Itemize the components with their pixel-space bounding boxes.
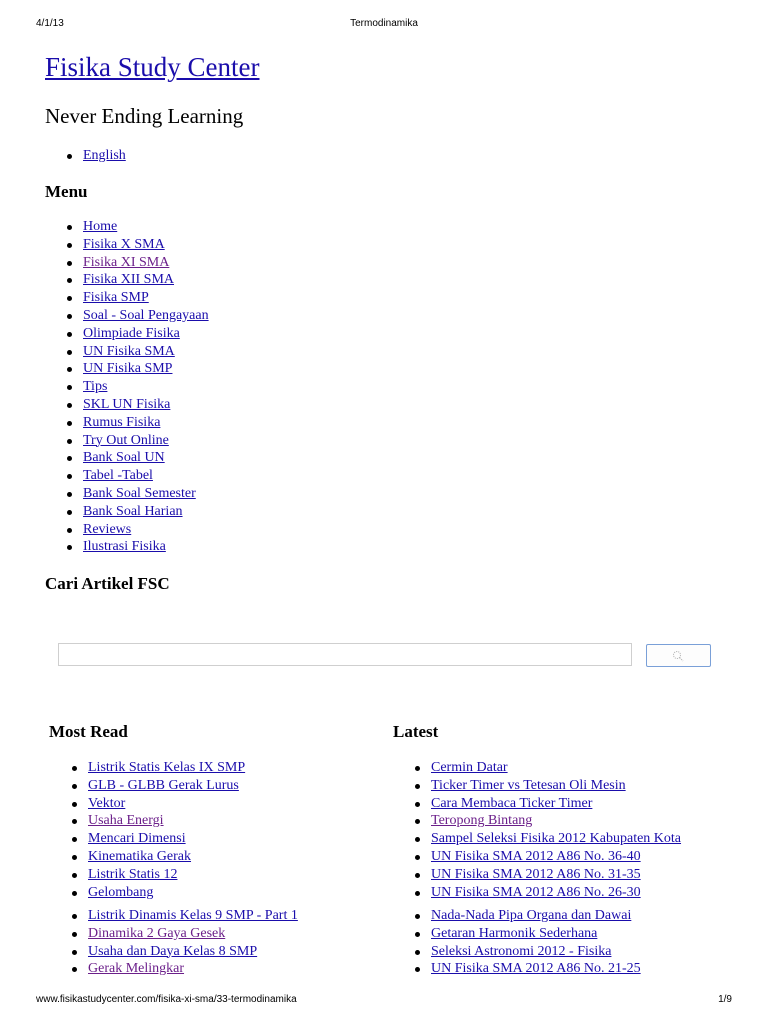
most-read-link[interactable]: Listrik Dinamis Kelas 9 SMP - Part 1 <box>88 908 298 923</box>
list-item <box>88 907 298 925</box>
site-tagline: Never Ending Learning <box>45 104 244 128</box>
menu-link-ilustrasi-fisika[interactable]: Ilustrasi Fisika <box>83 539 166 555</box>
most-read-link[interactable]: Listrik Statis Kelas IX SMP <box>88 760 246 775</box>
menu-link-rumus-fisika[interactable]: Rumus Fisika <box>83 414 161 430</box>
latest-heading: Latest <box>393 722 439 741</box>
print-footer <box>0 994 768 1008</box>
list-item <box>431 960 641 978</box>
menu-item <box>83 521 209 539</box>
most-read-link[interactable]: Vektor <box>88 795 126 811</box>
menu-link-skl-un-fisika[interactable]: SKL UN Fisika <box>83 396 171 412</box>
menu-item <box>83 254 209 272</box>
menu-list <box>83 218 209 556</box>
list-item <box>431 866 681 884</box>
most-read-link[interactable]: GLB - GLBB Gerak Lurus <box>88 777 239 793</box>
menu-link-fisika-xii-sma[interactable]: Fisika XII SMA <box>83 272 175 288</box>
menu-link-fisika-smp[interactable]: Fisika SMP <box>83 290 149 306</box>
print-page-title: Termodinamika <box>350 18 418 29</box>
menu-link-bank-soal-un[interactable]: Bank Soal UN <box>83 450 165 466</box>
list-item <box>88 830 245 848</box>
menu-link-bank-soal-harian[interactable]: Bank Soal Harian <box>83 503 183 519</box>
menu-link-tips[interactable]: Tips <box>83 379 108 395</box>
most-read-link[interactable]: Usaha dan Daya Kelas 8 SMP <box>88 943 258 959</box>
print-page-number: 1/9 <box>718 994 732 1005</box>
menu-item <box>83 307 209 325</box>
menu-link-home[interactable]: Home <box>83 219 118 234</box>
search-icon <box>672 650 684 662</box>
print-header <box>0 18 768 32</box>
menu-item <box>83 360 209 378</box>
menu-link-un-fisika-smp[interactable]: UN Fisika SMP <box>83 361 173 377</box>
list-item <box>88 848 245 866</box>
print-url: www.fisikastudycenter.com/fisika-xi-sma/33-termodinamika <box>36 994 297 1005</box>
search-heading: Cari Artikel FSC <box>45 574 170 593</box>
menu-item <box>83 378 209 396</box>
latest-list <box>431 759 681 901</box>
list-item <box>431 759 681 777</box>
menu-link-reviews[interactable]: Reviews <box>83 521 132 537</box>
list-item <box>88 759 245 777</box>
menu-link-try-out-online[interactable]: Try Out Online <box>83 432 169 448</box>
latest-link[interactable]: Nada-Nada Pipa Organa dan Dawai <box>431 908 632 923</box>
most-read-link[interactable]: Usaha Energi <box>88 813 164 829</box>
menu-item <box>83 218 209 236</box>
latest-link[interactable]: Seleksi Astronomi 2012 - Fisika <box>431 943 612 959</box>
most-read-link[interactable]: Dinamika 2 Gaya Gesek <box>88 925 226 941</box>
latest-link[interactable]: UN Fisika SMA 2012 A86 No. 21-25 <box>431 961 641 977</box>
list-item <box>431 907 641 925</box>
menu-item <box>83 467 209 485</box>
latest-link[interactable]: UN Fisika SMA 2012 A86 No. 26-30 <box>431 884 641 900</box>
menu-item <box>83 432 209 450</box>
latest-link[interactable]: UN Fisika SMA 2012 A86 No. 36-40 <box>431 848 641 864</box>
list-item <box>88 795 245 813</box>
menu-item <box>83 538 209 556</box>
most-read-heading: Most Read <box>49 722 128 741</box>
list-item <box>88 960 298 978</box>
most-read-list <box>88 759 245 901</box>
list-item <box>431 812 681 830</box>
menu-item <box>83 396 209 414</box>
search-input[interactable] <box>58 643 632 666</box>
menu-item <box>83 236 209 254</box>
list-item <box>88 884 245 902</box>
latest-list <box>431 907 641 978</box>
latest-link[interactable]: Cara Membaca Ticker Timer <box>431 795 593 811</box>
list-item <box>88 943 298 961</box>
menu-item <box>83 503 209 521</box>
latest-link[interactable]: Sampel Seleksi Fisika 2012 Kabupaten Kota <box>431 831 682 847</box>
menu-item <box>83 271 209 289</box>
menu-link-olimpiade-fisika[interactable]: Olimpiade Fisika <box>83 325 180 341</box>
menu-link-tabel[interactable]: Tabel -Tabel <box>83 468 153 484</box>
print-date: 4/1/13 <box>36 18 64 29</box>
list-item <box>431 848 681 866</box>
list-item <box>83 147 126 165</box>
list-item <box>88 866 245 884</box>
menu-link-fisika-x-sma[interactable]: Fisika X SMA <box>83 236 165 252</box>
list-item <box>431 884 681 902</box>
most-read-link[interactable]: Gerak Melingkar <box>88 961 185 977</box>
menu-link-un-fisika-sma[interactable]: UN Fisika SMA <box>83 343 175 359</box>
site-title <box>45 52 260 83</box>
latest-link[interactable]: Ticker Timer vs Tetesan Oli Mesin <box>431 777 626 793</box>
latest-link[interactable]: Cermin Datar <box>431 760 508 775</box>
most-read-link[interactable]: Kinematika Gerak <box>88 848 192 864</box>
list-item <box>431 795 681 813</box>
menu-link-bank-soal-semester[interactable]: Bank Soal Semester <box>83 485 196 501</box>
site-title-link[interactable]: Fisika Study Center <box>45 52 260 82</box>
list-item <box>88 812 245 830</box>
menu-link-fisika-xi-sma[interactable]: Fisika XI SMA <box>83 254 170 270</box>
search-button[interactable] <box>646 644 711 667</box>
language-link-english[interactable]: English <box>83 148 126 163</box>
most-read-link[interactable]: Listrik Statis 12 <box>88 866 178 882</box>
menu-link-soal-pengayaan[interactable]: Soal - Soal Pengayaan <box>83 307 209 323</box>
menu-item <box>83 485 209 503</box>
most-read-list <box>88 907 298 978</box>
list-item <box>431 925 641 943</box>
language-list <box>83 147 126 165</box>
menu-item <box>83 414 209 432</box>
most-read-link[interactable]: Mencari Dimensi <box>88 831 186 847</box>
list-item <box>431 830 681 848</box>
list-item <box>431 777 681 795</box>
menu-item <box>83 325 209 343</box>
menu-heading: Menu <box>45 182 88 201</box>
menu-item <box>83 343 209 361</box>
latest-link[interactable]: Getaran Harmonik Sederhana <box>431 925 598 941</box>
latest-link[interactable]: UN Fisika SMA 2012 A86 No. 31-35 <box>431 866 641 882</box>
latest-link[interactable]: Teropong Bintang <box>431 813 533 829</box>
menu-item <box>83 449 209 467</box>
list-item <box>88 777 245 795</box>
menu-item <box>83 289 209 307</box>
list-item <box>88 925 298 943</box>
most-read-link[interactable]: Gelombang <box>88 884 154 900</box>
list-item <box>431 943 641 961</box>
